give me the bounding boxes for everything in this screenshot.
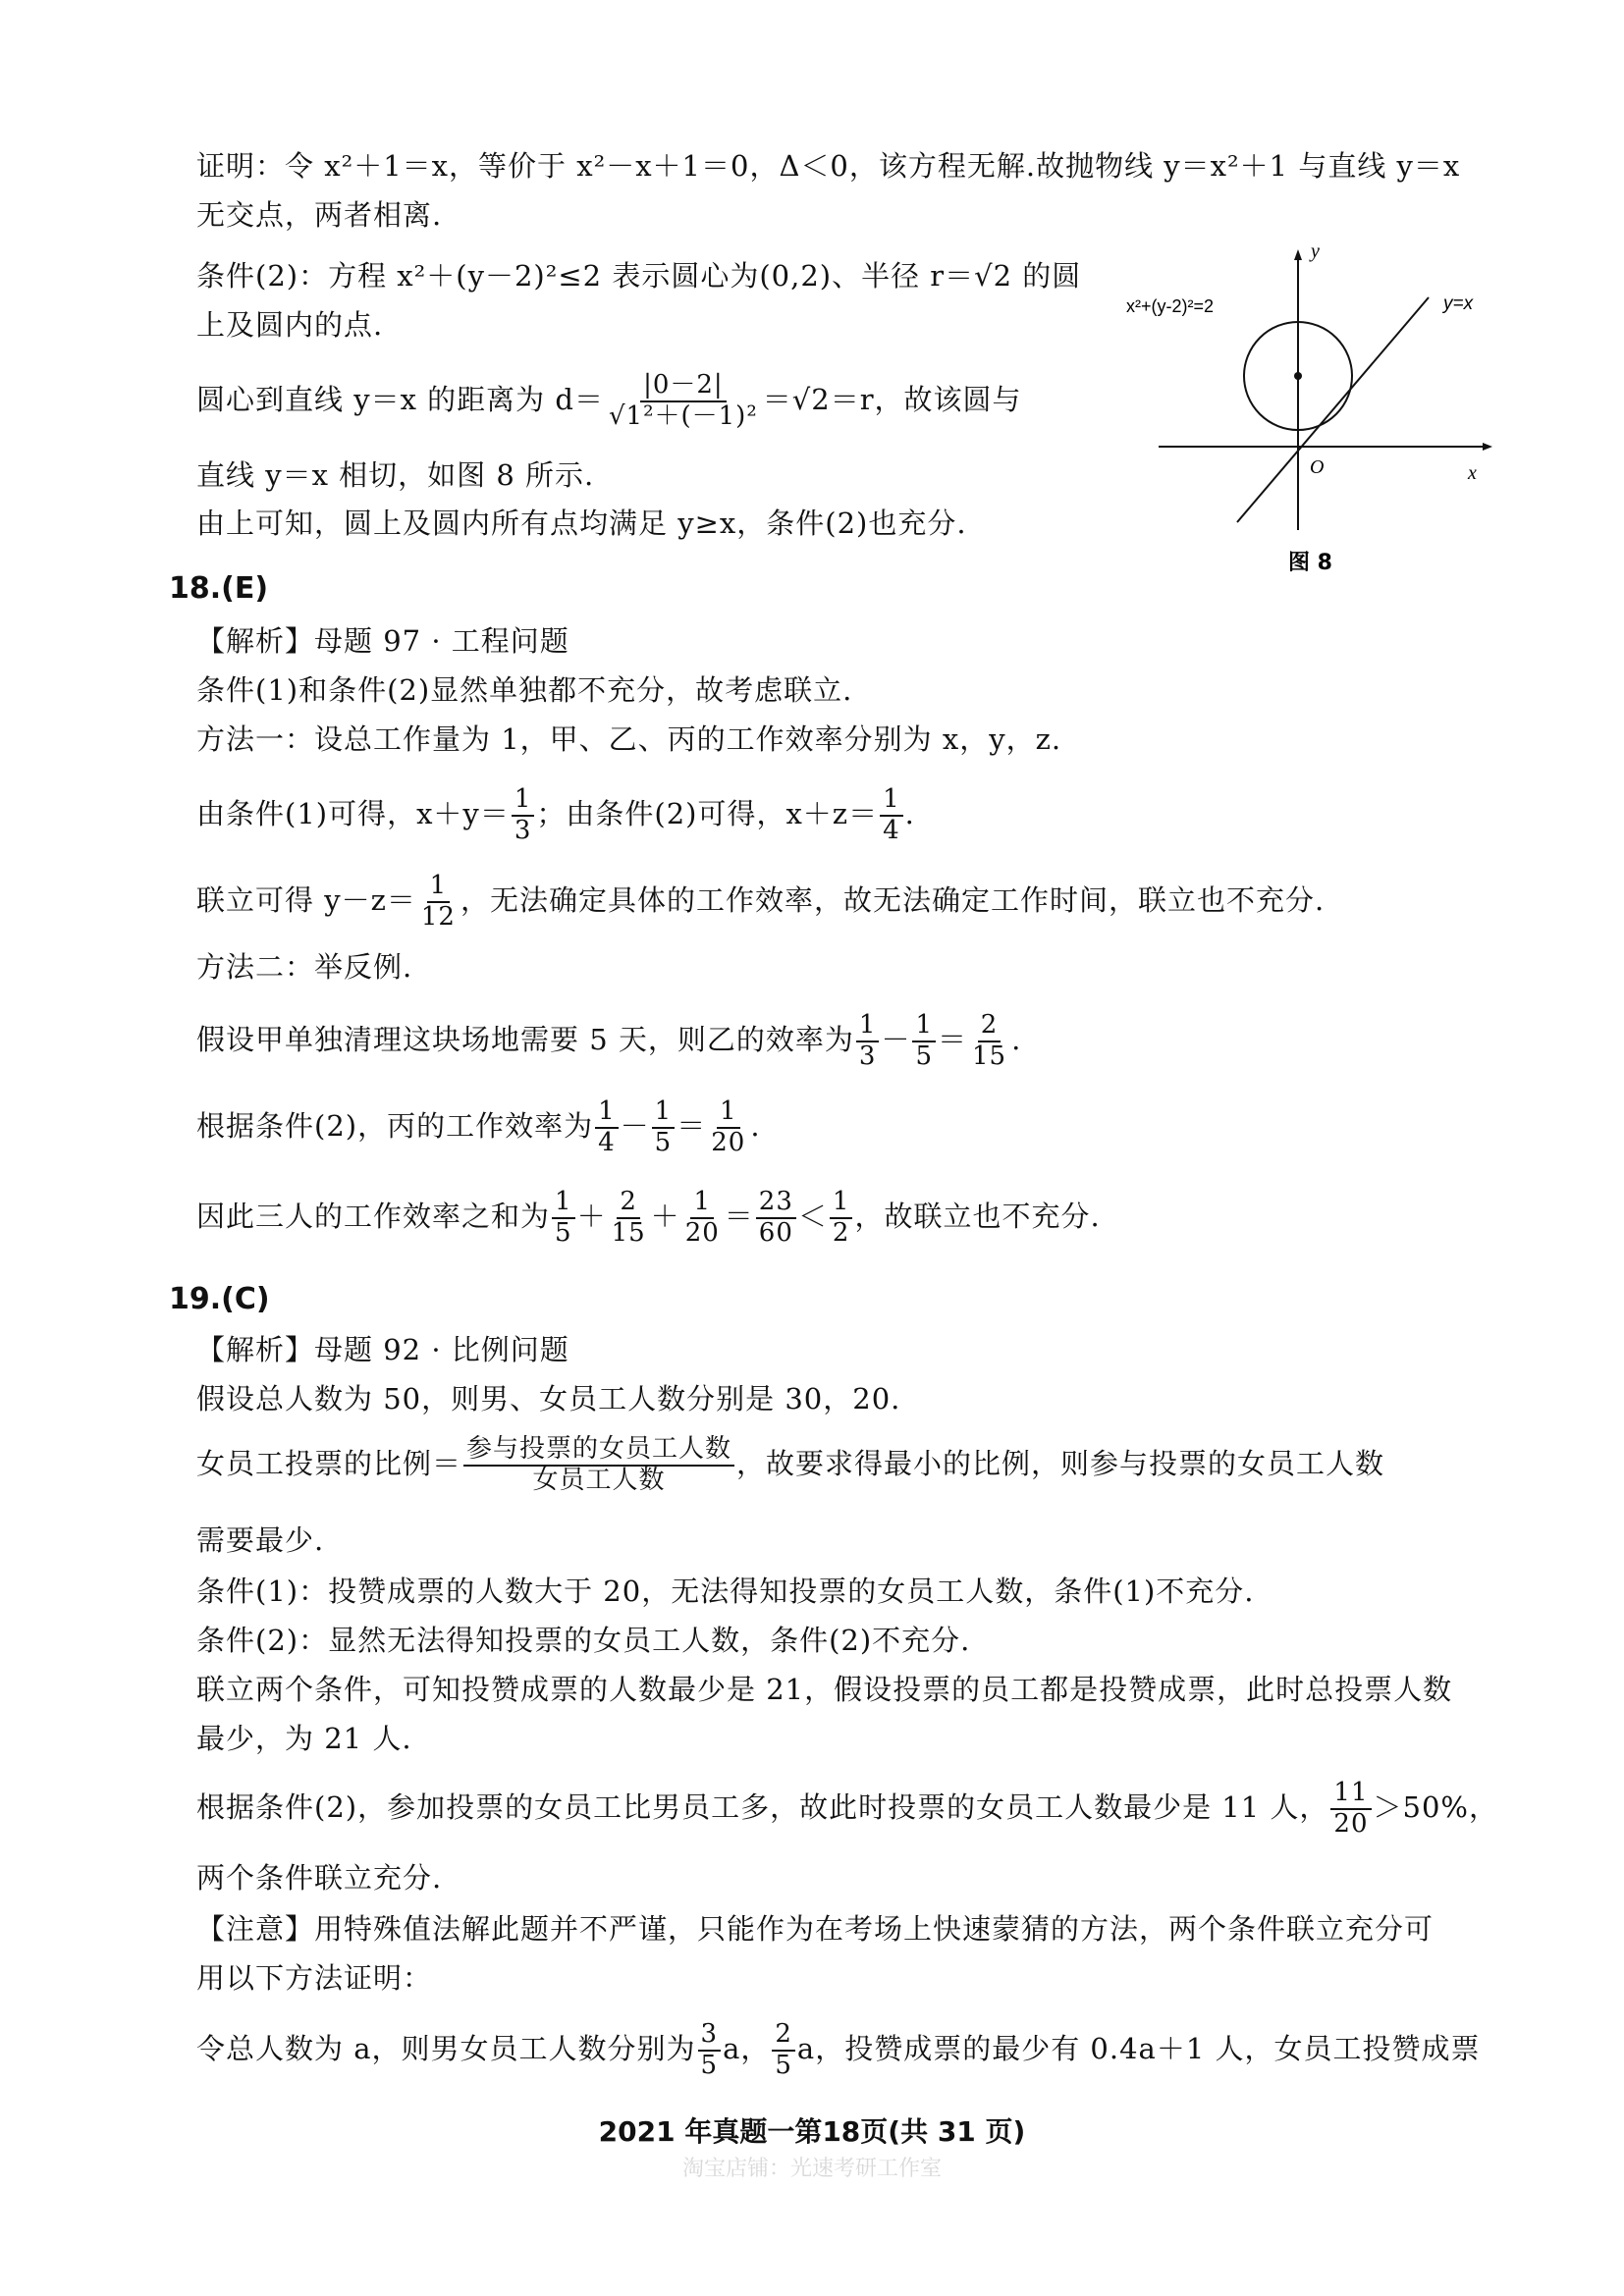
numerator: 1 — [595, 1097, 619, 1129]
numerator: 3 — [698, 2020, 722, 2052]
text-line: 上及圆内的点. — [196, 308, 384, 342]
operator: ＋ — [650, 1199, 680, 1233]
text-segment: ，故要求得最小的比例，则参与投票的女员工人数 — [736, 1446, 1385, 1480]
figure-circle-tangent-line — [1119, 236, 1512, 579]
page-footer: 2021 年真题一第18页(共 31 页) — [598, 2115, 1026, 2148]
numerator: 1 — [830, 1188, 853, 1219]
fraction — [708, 1097, 748, 1158]
fraction — [969, 1011, 1009, 1072]
text-line: 直线 y＝x 相切，如图 8 所示. — [196, 458, 595, 492]
text-line: 方法二：举反例. — [196, 950, 413, 984]
formula-line — [196, 1435, 1384, 1496]
text-segment: 由条件(1)可得，x＋y＝ — [196, 796, 510, 830]
numerator: 参与投票的女员工人数 — [463, 1435, 734, 1467]
operator: ＝ — [677, 1108, 707, 1143]
formula-line — [196, 1011, 1021, 1072]
operator: ＋ — [576, 1199, 607, 1233]
text-line: 条件(1)：投赞成票的人数大于 20，无法得知投票的女员工人数，条件(1)不充分. — [196, 1575, 1255, 1608]
analysis-heading: 【解析】母题 97 · 工程问题 — [196, 624, 569, 658]
numerator: 2 — [772, 2020, 795, 2052]
formula-line — [196, 1188, 1101, 1249]
denominator: 5 — [915, 1041, 933, 1071]
origin-label: O — [1310, 456, 1325, 478]
question-number: 18.(E) — [169, 571, 269, 606]
text-segment: . — [750, 1108, 761, 1143]
denominator: 12 — [420, 901, 456, 932]
operator: － — [620, 1108, 650, 1143]
text-segment: 因此三人的工作效率之和为 — [196, 1199, 551, 1233]
line-y-equals-x — [1237, 297, 1429, 522]
text-segment: ，故联立也不充分. — [854, 1199, 1101, 1233]
operator: － — [881, 1022, 911, 1056]
denominator: 60 — [758, 1217, 793, 1248]
denominator: 4 — [883, 815, 900, 845]
denominator: 5 — [700, 2050, 719, 2080]
denominator: 5 — [775, 2050, 792, 2080]
operator: ＝ — [938, 1022, 968, 1056]
denominator: 5 — [555, 1217, 572, 1248]
text-segment: . — [1011, 1022, 1022, 1056]
fraction — [756, 1188, 796, 1249]
fraction — [609, 1188, 649, 1249]
numerator: 1 — [856, 1011, 880, 1042]
text-segment: ＝√2＝r，故该圆与 — [762, 382, 1022, 416]
text-segment: ；由条件(2)可得，x＋z＝ — [536, 796, 879, 830]
text-segment: . — [904, 796, 915, 830]
denominator: 15 — [611, 1217, 646, 1248]
fraction — [698, 2020, 722, 2081]
numerator: 2 — [617, 1188, 640, 1219]
formula-line — [196, 371, 1022, 432]
formula-line — [196, 1097, 761, 1158]
numerator: 1 — [880, 785, 903, 817]
x-axis-label: x — [1468, 462, 1477, 484]
denominator: 15 — [972, 1041, 1007, 1071]
denominator: 5 — [654, 1127, 673, 1157]
numerator: 1 — [652, 1097, 676, 1129]
line-equation-label: y=x — [1443, 294, 1474, 314]
fraction — [1330, 1779, 1371, 1840]
numerator: 1 — [427, 872, 451, 903]
formula-line — [196, 872, 1325, 933]
fraction — [418, 872, 459, 933]
numerator: 1 — [690, 1188, 714, 1219]
operator: ＜ — [797, 1199, 828, 1233]
text-segment: 联立可得 y－z＝ — [196, 882, 416, 917]
text-segment: 女员工投票的比例＝ — [196, 1446, 462, 1480]
text-segment: 假设甲单独清理这块场地需要 5 天，则乙的效率为 — [196, 1022, 854, 1056]
text-line: 条件(1)和条件(2)显然单独都不充分，故考虑联立. — [196, 673, 853, 707]
fraction — [512, 785, 535, 846]
numerator: 23 — [756, 1188, 796, 1219]
fraction — [606, 371, 761, 432]
watermark: 淘宝店铺：光速考研工作室 — [681, 2157, 942, 2181]
numerator: 1 — [512, 785, 535, 817]
denominator: 20 — [711, 1127, 746, 1157]
y-axis-label: y — [1311, 240, 1320, 262]
x-axis-arrow — [1483, 443, 1492, 451]
text-segment: 根据条件(2)，参加投票的女员工比男员工多，故此时投票的女员工人数最少是 11 人， — [196, 1789, 1329, 1824]
circle-center — [1294, 372, 1302, 380]
text-line: 假设总人数为 50，则男、女员工人数分别是 30，20. — [196, 1382, 901, 1415]
fraction — [830, 1188, 853, 1249]
text-line: 由上可知，圆上及圆内所有点均满足 y≥x，条件(2)也充分. — [196, 507, 967, 540]
fraction — [595, 1097, 619, 1158]
denominator: √1²＋(－1)² — [608, 400, 758, 431]
text-line: 联立两个条件，可知投赞成票的人数最少是 21，假设投票的员工都是投赞成票，此时总投票人数 — [196, 1673, 1453, 1706]
formula-line — [196, 1779, 1498, 1840]
denominator: 4 — [598, 1127, 616, 1157]
text-line: 条件(2)：方程 x²＋(y－2)²≤2 表示圆心为(0,2)、半径 r＝√2 的圆 — [196, 259, 1082, 293]
numerator: 11 — [1330, 1779, 1371, 1810]
fraction — [912, 1011, 936, 1072]
note-line: 【注意】用特殊值法解此题并不严谨，只能作为在考场上快速蒙猜的方法，两个条件联立充分可 — [196, 1912, 1435, 1946]
text-segment: 令总人数为 a，则男女员工人数分别为 — [196, 2031, 696, 2065]
fraction — [772, 2020, 795, 2081]
question-number: 19.(C) — [169, 1282, 270, 1316]
text-segment: 根据条件(2)，丙的工作效率为 — [196, 1108, 594, 1143]
formula-line — [196, 2020, 1481, 2081]
circle-equation-label: x²+(y-2)²=2 — [1126, 296, 1215, 316]
y-axis-arrow — [1294, 249, 1302, 260]
denominator: 女员工人数 — [532, 1465, 666, 1495]
text-line: 无交点，两者相离. — [196, 198, 443, 232]
fraction — [652, 1097, 676, 1158]
denominator: 3 — [858, 1041, 877, 1071]
text-line: 证明：令 x²＋1＝x，等价于 x²－x＋1＝0，Δ＜0，该方程无解.故抛物线 y＝x²＋1 与直线 y＝x — [196, 149, 1461, 183]
text-segment: ＞50%， — [1373, 1789, 1498, 1824]
fraction — [682, 1188, 723, 1249]
denominator: 3 — [514, 815, 532, 845]
fraction — [552, 1188, 575, 1249]
numerator: 1 — [552, 1188, 575, 1219]
text-segment: ，无法确定具体的工作效率，故无法确定工作时间，联立也不充分. — [460, 882, 1326, 917]
text-segment: a， — [723, 2031, 771, 2065]
text-line: 两个条件联立充分. — [196, 1861, 443, 1895]
fraction — [463, 1435, 734, 1496]
numerator: |0－2| — [640, 371, 727, 402]
numerator: 2 — [978, 1011, 1001, 1042]
denominator: 20 — [1333, 1808, 1369, 1839]
fraction — [856, 1011, 880, 1072]
formula-line — [196, 785, 915, 846]
figure-caption: 图 8 — [1288, 551, 1332, 575]
text-segment: a，投赞成票的最少有 0.4a＋1 人，女员工投赞成票 — [796, 2031, 1481, 2065]
text-line: 方法一：设总工作量为 1，甲、乙、丙的工作效率分别为 x，y，z. — [196, 722, 1062, 756]
text-line: 条件(2)：显然无法得知投票的女员工人数，条件(2)不充分. — [196, 1624, 971, 1657]
text-line: 用以下方法证明： — [196, 1961, 433, 1995]
denominator: 2 — [832, 1217, 850, 1248]
analysis-heading: 【解析】母题 92 · 比例问题 — [196, 1333, 569, 1366]
fraction — [880, 785, 903, 846]
denominator: 20 — [684, 1217, 720, 1248]
text-line: 需要最少. — [196, 1523, 325, 1557]
text-segment: 圆心到直线 y＝x 的距离为 d＝ — [196, 382, 604, 416]
numerator: 1 — [912, 1011, 936, 1042]
numerator: 1 — [717, 1097, 740, 1129]
operator: ＝ — [724, 1199, 754, 1233]
text-line: 最少，为 21 人. — [196, 1722, 412, 1755]
